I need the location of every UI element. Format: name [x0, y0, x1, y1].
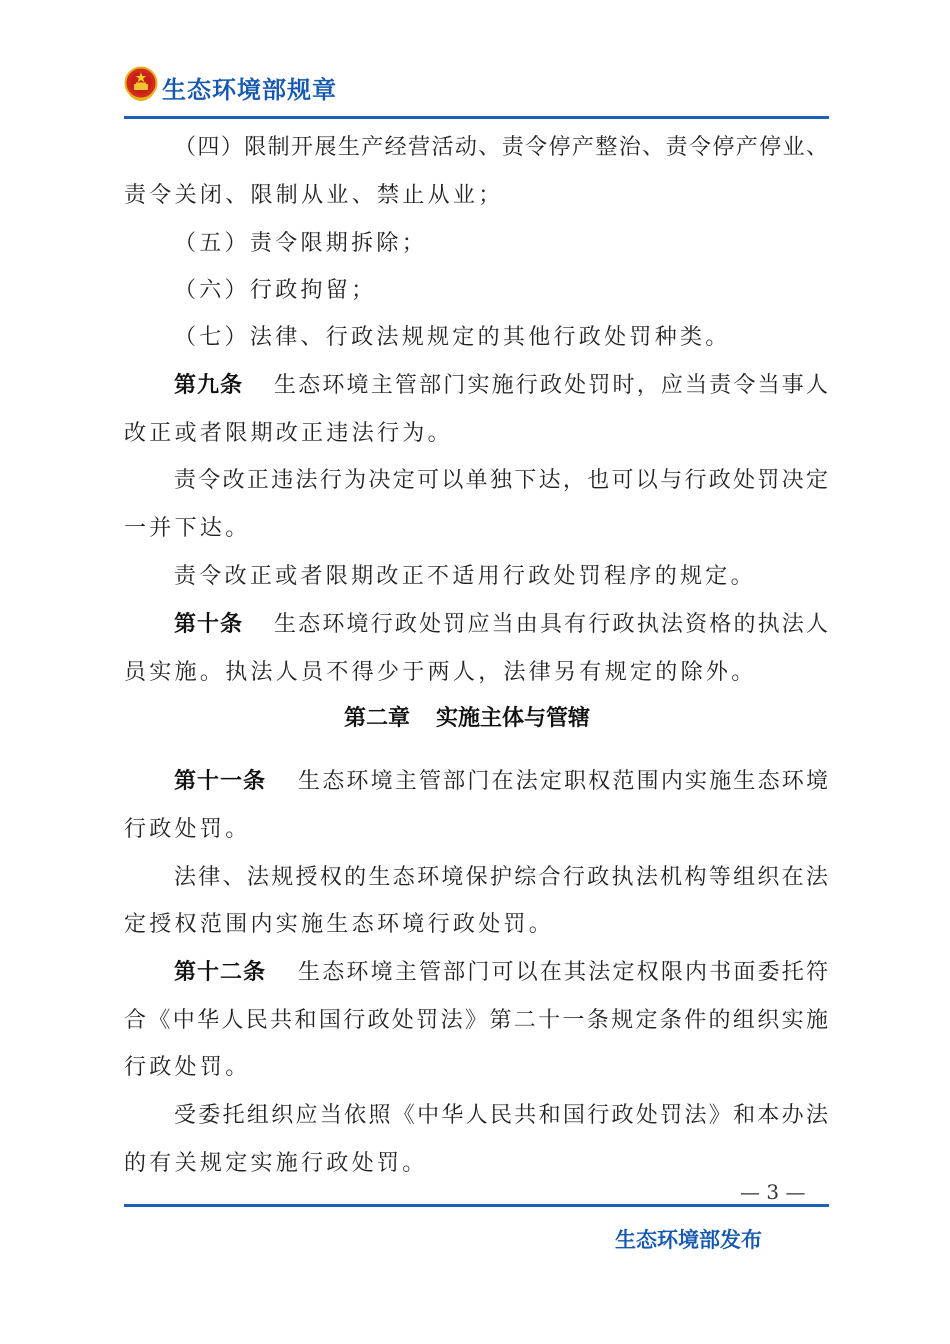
chapter-title: 实施主体与管辖 [436, 706, 591, 731]
document-header [124, 64, 828, 108]
article-text: 法律、法规授权的生态环境保护综合行政执法机构等组织在法 [174, 865, 828, 890]
article-text: 合《中华人民共和国行政处罚法》第二十一条规定条件的组织实施 [124, 1008, 828, 1033]
body-line: 责令关闭、限制从业、禁止从业； [124, 183, 504, 208]
chapter-heading [344, 704, 590, 734]
footer-divider [124, 1204, 829, 1207]
body-line: （四）限制开展生产经营活动、责令停产整治、责令停产停业、 [174, 135, 828, 160]
article-text: 定授权范围内实施生态环境行政处罚。 [124, 912, 555, 937]
article-text: 责令改正或者限期改正不适用行政处罚程序的规定。 [174, 564, 756, 589]
article-title: 第十二条 [174, 960, 267, 985]
article-text: 生态环境主管部门可以在其法定权限内书面委托符 [298, 960, 828, 985]
body-line: （五）责令限期拆除； [174, 231, 428, 256]
body-line: （六）行政拘留； [174, 278, 377, 303]
article-title: 第九条 [174, 373, 244, 398]
article-text: 行政处罚。 [124, 817, 251, 842]
article-text: 一并下达。 [124, 516, 251, 541]
article-text: 改正或者限期改正违法行为。 [124, 421, 453, 446]
header-title: 生态环境部规章 [162, 76, 337, 104]
article-title: 第十条 [174, 612, 244, 637]
article-text: 员实施。执法人员不得少于两人，法律另有规定的除外。 [124, 660, 757, 685]
article-text: 受委托组织应当依照《中华人民共和国行政处罚法》和本办法 [174, 1103, 828, 1128]
article-text: 生态环境行政处罚应当由具有行政执法资格的执法人 [274, 612, 828, 637]
national-emblem-icon [124, 66, 158, 104]
article-text: 行政处罚。 [124, 1055, 251, 1080]
article-text: 的有关规定实施行政处罚。 [124, 1151, 428, 1176]
body-line: （七）法律、行政法规规定的其他行政处罚种类。 [174, 325, 731, 350]
footer-publisher: 生态环境部发布 [615, 1228, 762, 1252]
page-number: — 3 — [740, 1180, 806, 1204]
article-text: 生态环境主管部门实施行政处罚时，应当责令当事人 [274, 373, 828, 398]
article-title: 第十一条 [174, 769, 267, 794]
article-text: 生态环境主管部门在法定职权范围内实施生态环境 [298, 769, 828, 794]
chapter-number: 第二章 [344, 706, 411, 731]
article-text: 责令改正违法行为决定可以单独下达，也可以与行政处罚决定 [174, 468, 828, 493]
header-divider [124, 116, 829, 119]
